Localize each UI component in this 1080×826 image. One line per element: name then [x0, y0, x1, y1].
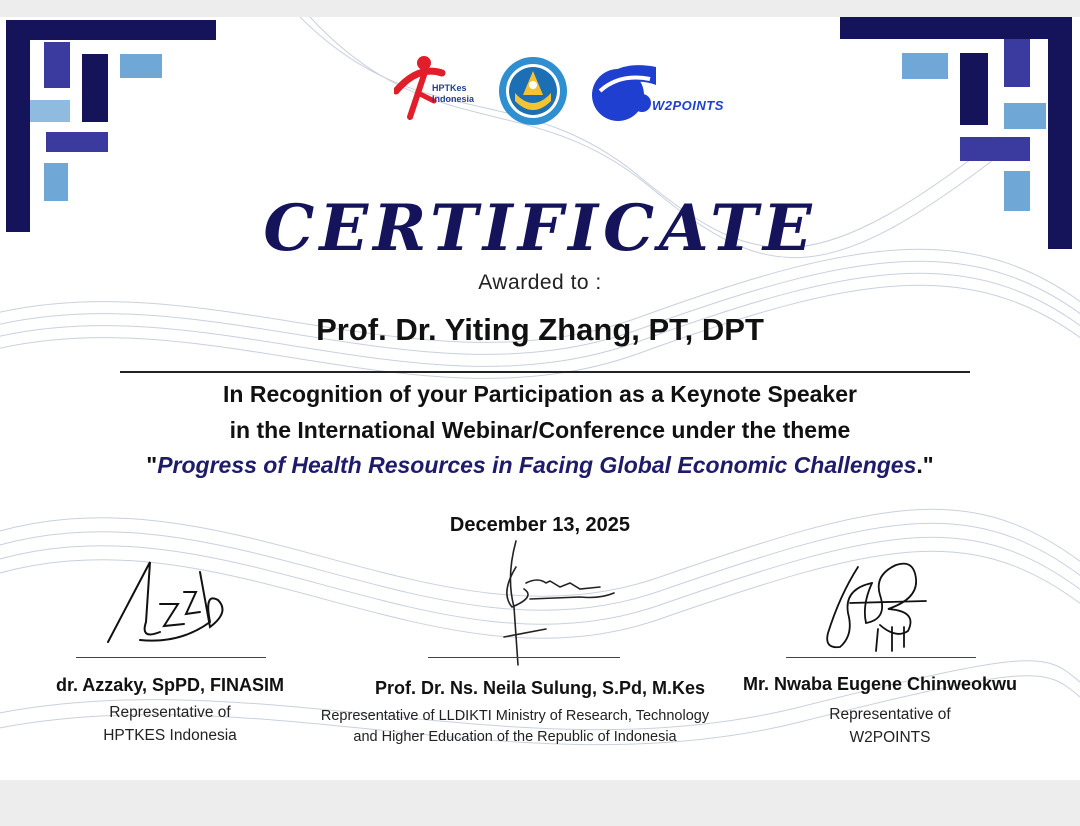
theme-line — [0, 452, 1080, 479]
w2points-logo — [590, 55, 740, 125]
theme-text: Progress of Health Resources in Facing Global Economic Challenges — [157, 452, 917, 478]
tut-wuri-handayani-emblem — [497, 55, 569, 127]
signatory-3-name: Mr. Nwaba Eugene Chinweokwu — [742, 674, 1018, 694]
signatory-3-role — [740, 703, 1040, 749]
theme-close-quote: ." — [916, 452, 934, 478]
certificate-date: December 13, 2025 — [449, 514, 631, 536]
hptkes-logo-line1: HPTKes — [432, 83, 467, 93]
signature-line-2 — [428, 657, 620, 658]
signatory-3-role-line1: Representative of — [829, 706, 951, 723]
signatory-1-role-line2: HPTKES Indonesia — [103, 727, 237, 744]
recognition-line-1: In Recognition of your Participation as a Keynote Speaker — [223, 381, 857, 407]
signatory-3-role-line2: W2POINTS — [849, 729, 931, 746]
signatory-2-role — [290, 706, 740, 748]
signatory-2-name: Prof. Dr. Ns. Neila Sulung, S.Pd, M.Kes — [374, 678, 706, 698]
certificate — [0, 17, 1080, 780]
signature-nwaba — [818, 555, 938, 665]
signatory-1-name: dr. Azzaky, SpPD, FINASIM — [55, 675, 285, 695]
signatory-2-role-line1: Representative of LLDIKTI Ministry of Research, Technology — [320, 708, 710, 724]
signature-azzaky — [100, 552, 240, 647]
recognition-line-2: in the International Webinar/Conference under the theme — [229, 417, 851, 443]
hptkes-logo-line2: Indonesia — [432, 94, 475, 104]
hptkes-logo — [394, 55, 484, 121]
signature-line-3 — [786, 657, 976, 658]
signature-neila-sulung — [490, 537, 620, 667]
theme-open-quote: " — [146, 452, 158, 478]
awarded-label: Awarded to : — [478, 271, 602, 294]
signature-line-1 — [76, 657, 266, 658]
certificate-title: CERTIFICATE — [263, 191, 817, 266]
signatory-1-role — [20, 701, 320, 747]
recipient-name: Prof. Dr. Yiting Zhang, PT, DPT — [316, 312, 764, 347]
recipient-underline — [120, 371, 970, 373]
w2points-logo-text: W2POINTS — [652, 98, 724, 113]
signatory-2-role-line2: and Higher Education of the Republic of Indonesia — [353, 729, 677, 745]
signatory-1-role-line1: Representative of — [109, 704, 231, 721]
